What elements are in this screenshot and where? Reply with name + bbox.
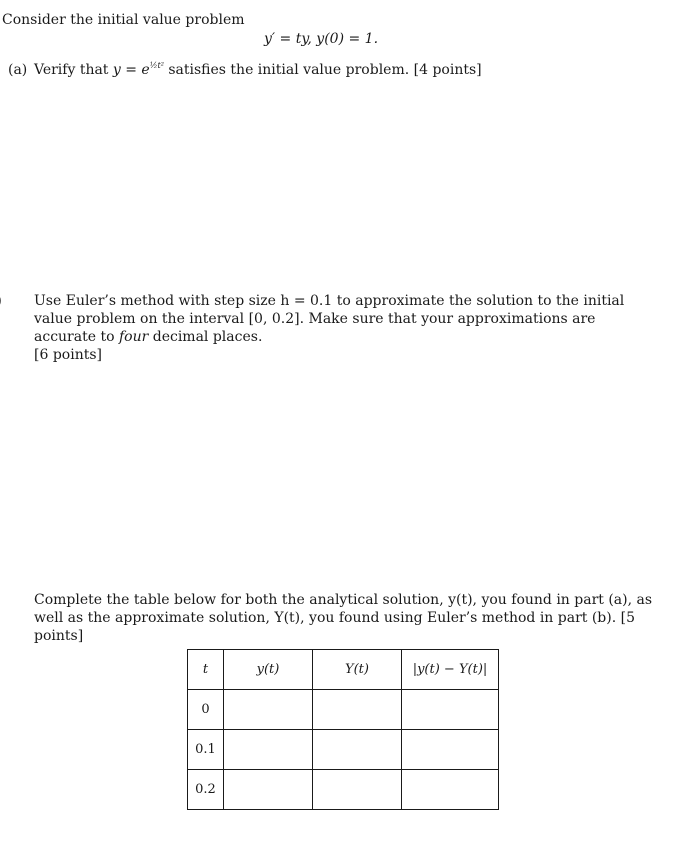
header-y-exact: y(t) [224, 650, 313, 690]
cell-t: 0.1 [188, 730, 224, 770]
part-b-line1: Use Euler’s method with step size h = 0.1 to approximate the solution to the initial value problem [34, 293, 625, 327]
part-a-math: y = e [112, 62, 150, 78]
cell-abs-error[interactable] [402, 690, 499, 730]
ivp-equation: y′ = ty, y(0) = 1. [264, 31, 379, 47]
part-b [8, 292, 658, 364]
part-a-exponent: ½t² [149, 61, 164, 70]
part-a-text-after: satisfies the initial value problem. [4 points] [163, 62, 482, 78]
part-a-text-before: Verify that [34, 62, 113, 78]
part-c-text: Complete the table below for both the analytical solution, y(t), you found in part (a), as well as the approximate solution, Y(t), you found using Euler’s method in part (b). [5 points] [34, 592, 653, 644]
cell-y-exact[interactable] [224, 770, 313, 810]
intro-text: Consider the initial value problem [2, 12, 245, 28]
table-row [188, 730, 499, 770]
results-table [187, 649, 499, 810]
cell-y-approx[interactable] [313, 770, 402, 810]
part-c-label [8, 591, 34, 609]
header-abs-error: |y(t) − Y(t)| [402, 650, 499, 690]
part-a [8, 61, 482, 78]
part-b-line2-after: decimal places. [148, 329, 263, 345]
table-header-row [188, 650, 499, 690]
cell-abs-error[interactable] [402, 770, 499, 810]
part-b-emphasis: four [118, 329, 149, 345]
part-a-label: (a) [8, 62, 28, 78]
part-b-points: [6 points] [34, 347, 102, 363]
cell-y-approx[interactable] [313, 730, 402, 770]
table-row [188, 770, 499, 810]
cell-t: 0.2 [188, 770, 224, 810]
cell-y-exact[interactable] [224, 730, 313, 770]
part-c [8, 591, 658, 645]
cell-abs-error[interactable] [402, 730, 499, 770]
table-row [188, 690, 499, 730]
part-b-label [8, 292, 34, 310]
header-y-approx: Y(t) [313, 650, 402, 690]
cell-y-exact[interactable] [224, 690, 313, 730]
part-b-line2-before: on the interval [0, 0.2]. Make sure that your approximations are accurate to [34, 311, 596, 345]
cell-t: 0 [188, 690, 224, 730]
header-t: t [188, 650, 224, 690]
cell-y-approx[interactable] [313, 690, 402, 730]
